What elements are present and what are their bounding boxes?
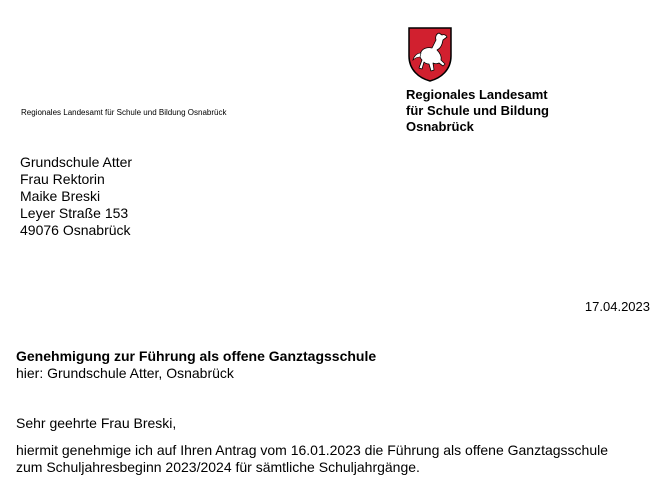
- recipient-line: Grundschule Atter: [20, 154, 133, 170]
- body-line: hiermit genehmige ich auf Ihren Antrag vom 16.01.2023 die Führung als offene Ganztagsschule: [16, 442, 609, 458]
- letter-date: 17.04.2023: [584, 299, 650, 314]
- subject-subtitle: hier: Grundschule Atter, Osnabrück: [16, 365, 234, 381]
- recipient-line: Frau Rektorin: [20, 171, 105, 187]
- recipient-line: 49076 Osnabrück: [20, 222, 131, 238]
- authority-name-line: Osnabrück: [406, 119, 474, 134]
- body-line: zum Schuljahresbeginn 2023/2024 für sämtliche Schuljahrgänge.: [16, 459, 420, 475]
- recipient-address: [20, 154, 132, 239]
- lower-saxony-horse-coat-of-arms-icon: [407, 26, 453, 82]
- authority-name-line: Regionales Landesamt: [406, 87, 548, 102]
- recipient-line: Maike Breski: [20, 188, 101, 204]
- salutation: Sehr geehrte Frau Breski,: [16, 415, 177, 431]
- letter-body: [16, 442, 608, 476]
- authority-name: [406, 87, 549, 135]
- authority-name-line: für Schule und Bildung: [406, 103, 549, 118]
- sender-return-address: Regionales Landesamt für Schule und Bildung Osnabrück: [21, 108, 227, 117]
- subject-title: Genehmigung zur Führung als offene Ganztagsschule: [16, 348, 377, 364]
- recipient-line: Leyer Straße 153: [20, 205, 129, 221]
- subject-block: [16, 348, 376, 382]
